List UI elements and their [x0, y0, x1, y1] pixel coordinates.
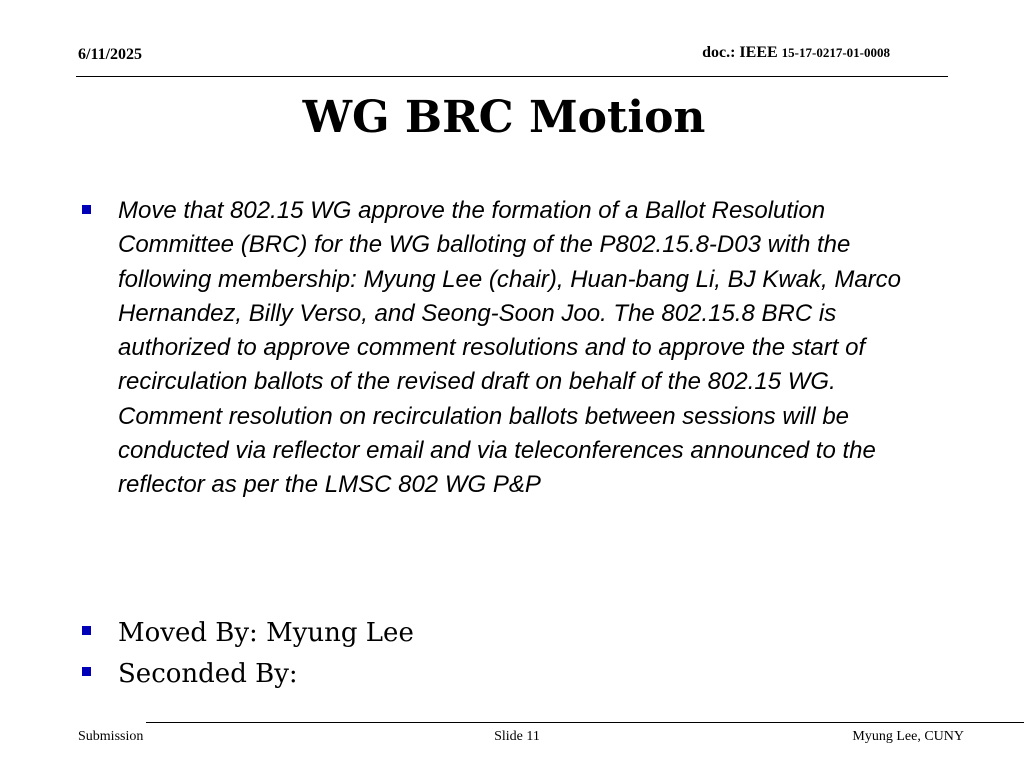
motion-bullet — [78, 194, 918, 503]
footer-submission: Submission — [78, 729, 144, 744]
footer-slide-number: Slide 11 — [494, 729, 540, 744]
slide-title: WG BRC Motion — [302, 92, 706, 143]
motion-block — [78, 194, 918, 503]
square-bullet-icon — [82, 205, 91, 214]
moved-by-text: Moved By: Myung Lee — [118, 618, 414, 648]
motion-text: Move that 802.15 WG approve the formation of a Ballot Resolution Committee (BRC) for the WG balloting of the P802.15.8-D03 with the following membership: Myung Lee (chair), Huan-bang Li, BJ Kwak, Marco Hernandez, Billy Verso, and Seong-Soon Joo. The 802.15.8 BRC is authorized to approve comment resolutions and to approve the start of recirculation ballots of the revised draft on behalf of the 802.15 WG. Comment resolution on recirculation ballots between sessions will be conducted via reflector email and via teleconferences announced to the reflector as per the LMSC 802 WG P&P — [118, 197, 902, 499]
header-doc-number: 15-17-0217-01-0008 — [781, 45, 890, 60]
seconded-by-item — [78, 657, 718, 691]
footer-author: Myung Lee, CUNY — [852, 729, 964, 744]
header-divider — [76, 76, 948, 77]
footer-divider — [146, 722, 1024, 723]
header-doc-prefix: doc.: IEEE — [702, 44, 782, 61]
seconded-by-text: Seconded By: — [118, 659, 298, 689]
square-bullet-icon — [82, 667, 91, 676]
moved-by-item — [78, 616, 718, 650]
header-document-id — [702, 44, 890, 62]
square-bullet-icon — [82, 626, 91, 635]
header-date: 6/11/2025 — [78, 46, 143, 63]
